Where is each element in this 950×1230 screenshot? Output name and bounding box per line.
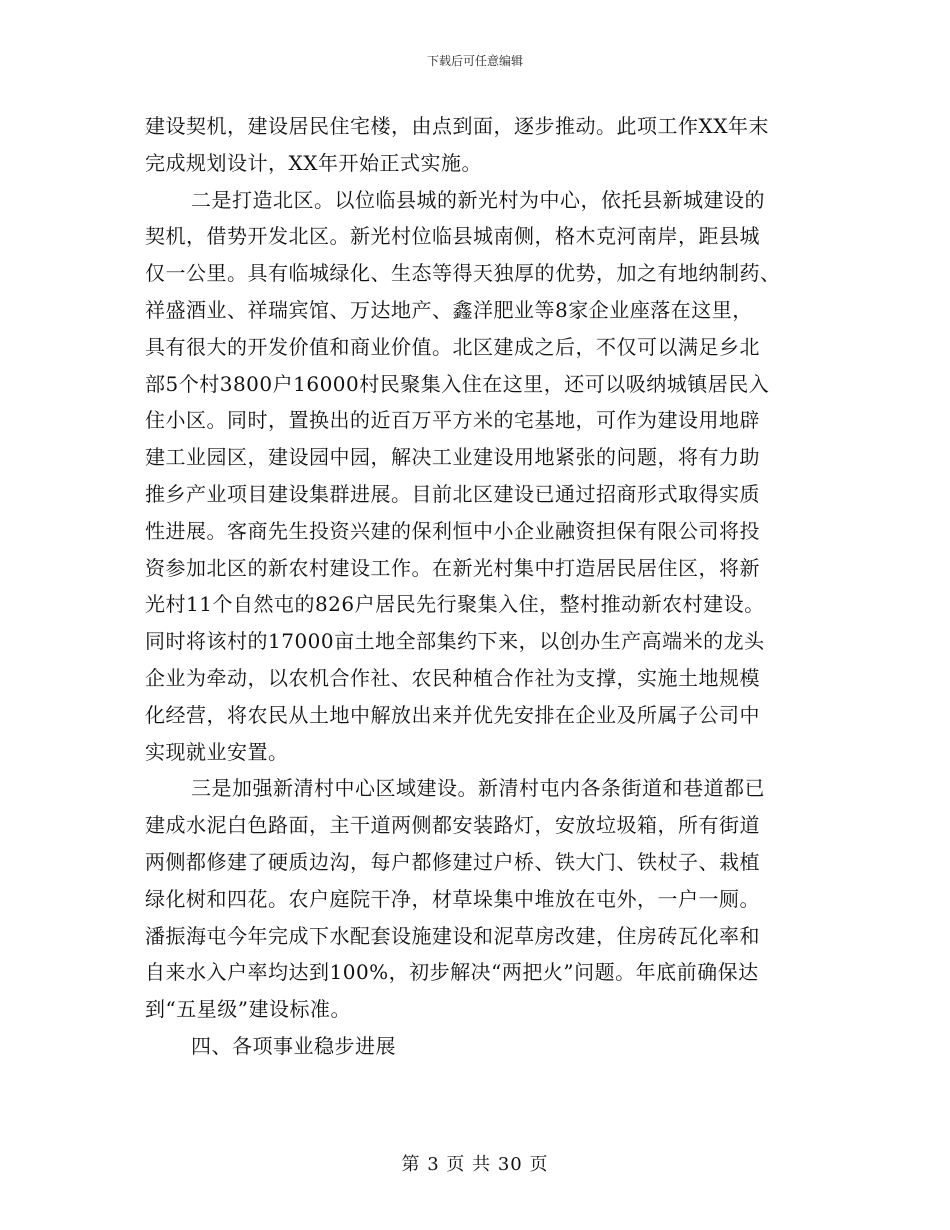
paragraph-1 — [145, 108, 805, 182]
text-line: 建设契机，建设居民住宅楼，由点到面，逐步推动。此项工作XX年末 — [145, 114, 769, 138]
text-line: 住小区。同时，置换出的近百万平方米的宅基地，可作为建设用地辟 — [145, 408, 760, 433]
text-line: 资参加北区的新农村建设工作。在新光村集中打造居民居住区，将新 — [145, 555, 760, 580]
text-line: 潘振海屯今年完成下水配套设施建设和泥草房改建，住房砖瓦化率和 — [145, 923, 760, 948]
text-line: 仅一公里。具有临城绿化、生态等得天独厚的优势，加之有地纳制药、 — [145, 261, 781, 286]
text-line: 推乡产业项目建设集群进展。目前北区建设已通过招商形式取得实质 — [145, 481, 760, 506]
text-line: 具有很大的开发价值和商业价值。北区建成之后，不仅可以满足乡北 — [145, 334, 760, 359]
text-line: 实现就业安置。 — [145, 739, 289, 764]
text-line: 化经营，将农民从土地中解放出来并优先安排在企业及所属子公司中 — [145, 702, 760, 727]
text-line: 到“五星级”建设标准。 — [145, 997, 351, 1022]
text-line: 光村11个自然屯的826户居民先行聚集入住，整村推动新农村建设。 — [145, 592, 765, 617]
text-line: 绿化树和四花。农户庭院干净，材草垛集中堆放在屯外，一户一厕。 — [145, 886, 760, 911]
section-heading-text: 四、各项事业稳步进展 — [191, 1033, 396, 1058]
text-line: 建成水泥白色路面，主干道两侧都安装路灯，安放垃圾箱，所有街道 — [145, 813, 760, 838]
text-line: 契机，借势开发北区。新光村位临县城南侧，格木克河南岸，距县城 — [145, 224, 760, 249]
text-line: 性进展。客商先生投资兴建的保利恒中小企业融资担保有限公司将投 — [145, 518, 760, 543]
page-footer: 第 3 页 共 30 页 — [401, 1154, 549, 1175]
paragraph-2 — [145, 182, 805, 771]
text-line: 企业为牵动，以农机合作社、农民种植合作社为支撑，实施土地规模 — [145, 665, 760, 690]
text-line: 建工业园区，建设园中园，解决工业建设用地紧张的问题，将有力助 — [145, 445, 760, 470]
text-line: 同时将该村的17000亩土地全部集约下来，以创办生产高端米的龙头 — [145, 629, 765, 654]
page-header: 下载后可任意编辑 — [426, 54, 523, 68]
text-line: 自来水入户率均达到100%，初步解决“两把火”问题。年底前确保达 — [145, 960, 759, 985]
text-line: 完成规划设计，XX年开始正式实施。 — [145, 150, 482, 175]
text-line: 部5个村3800户16000村民聚集入住在这里，还可以吸纳城镇居民入 — [145, 371, 770, 396]
text-line: 两侧都修建了硬质边沟，每户都修建过户桥、铁大门、铁杖子、栽植 — [145, 849, 760, 874]
text-line: 三是加强新清村中心区域建设。新清村屯内各条街道和巷道都已 — [191, 776, 765, 801]
paragraph-3 — [145, 770, 805, 1028]
text-line: 二是打造北区。以位临县城的新光村为中心，依托县新城建设的 — [191, 187, 765, 212]
text-line: 祥盛酒业、祥瑞宾馆、万达地产、鑫洋肥业等8家企业座落在这里， — [145, 297, 753, 322]
document-body — [145, 108, 805, 1065]
section-heading — [145, 1028, 805, 1065]
